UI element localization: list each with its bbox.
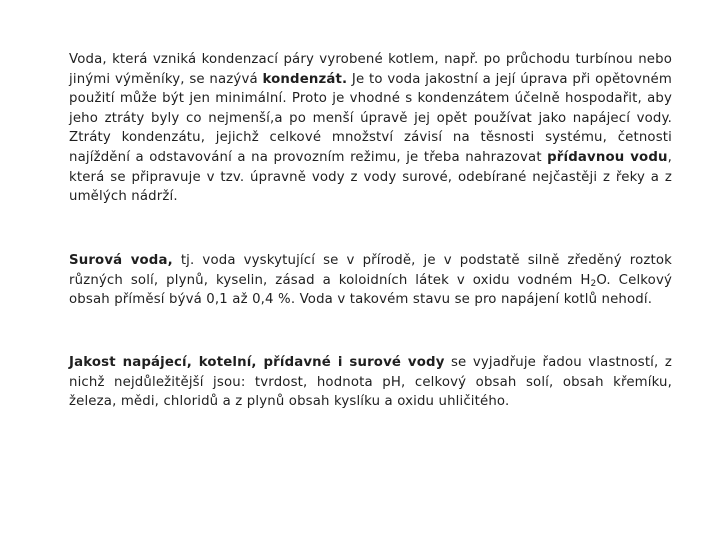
paragraph-surova-voda-end: O. Celkový obsah příměsí bývá 0,1 až 0,4 %. Voda v takovém stavu se pro napájení kotlů nehodí. — [69, 272, 672, 308]
paragraph-kondenzat-body: Je to voda jakostní a její úprava při opětovném použití může být jen minimální. Proto je vhodné s kondenzátem účelně hospodařit, aby jeho ztráty byly co nejmenší,a po menší úpravě jej opět používat jako napájecí vody. Ztráty kondenzátu, jejichž celkové množství závisí na těsnosti systému, četnosti najíždění a odstavování a na provozním režimu, je třeba nahrazovat — [69, 71, 672, 165]
paragraph-surova-voda — [69, 251, 672, 310]
paragraph-kondenzat-intro: Voda, která vzniká kondenzací páry vyrobené kotlem, např. po průchodu turbínou nebo jinými výměníky, se nazývá — [69, 52, 672, 87]
formula-subscript: 2 — [590, 278, 597, 289]
paragraph-kondenzat — [69, 50, 672, 207]
term-surova-voda: Surová voda, — [69, 253, 173, 268]
paragraph-jakost — [69, 353, 672, 412]
term-kondenzat: kondenzát. — [262, 71, 348, 87]
paragraph-surova-voda-text: tj. voda vyskytující se v přírodě, je v podstatě silně zředěný roztok různých solí, plynů, kyselin, zásad a koloidních látek v oxidu vodném H — [69, 253, 672, 288]
term-pridavna-voda: přídavnou vodu — [547, 149, 668, 165]
term-jakost-vody: Jakost napájecí, kotelní, přídavné i surové vody — [69, 355, 445, 370]
paragraph-jakost-text: se vyjadřuje řadou vlastností, z nichž nejdůležitější jsou: tvrdost, hodnota pH, celkový obsah solí, obsah křemíku, železa, mědi, chloridů a z plynů obsah kyslíku a oxidu uhličitého. — [69, 355, 672, 410]
paragraph-kondenzat-end: , která se připravuje v tzv. úpravně vody z vody surové, odebírané nejčastěji z řeky a z umělých nádrží. — [69, 149, 672, 205]
